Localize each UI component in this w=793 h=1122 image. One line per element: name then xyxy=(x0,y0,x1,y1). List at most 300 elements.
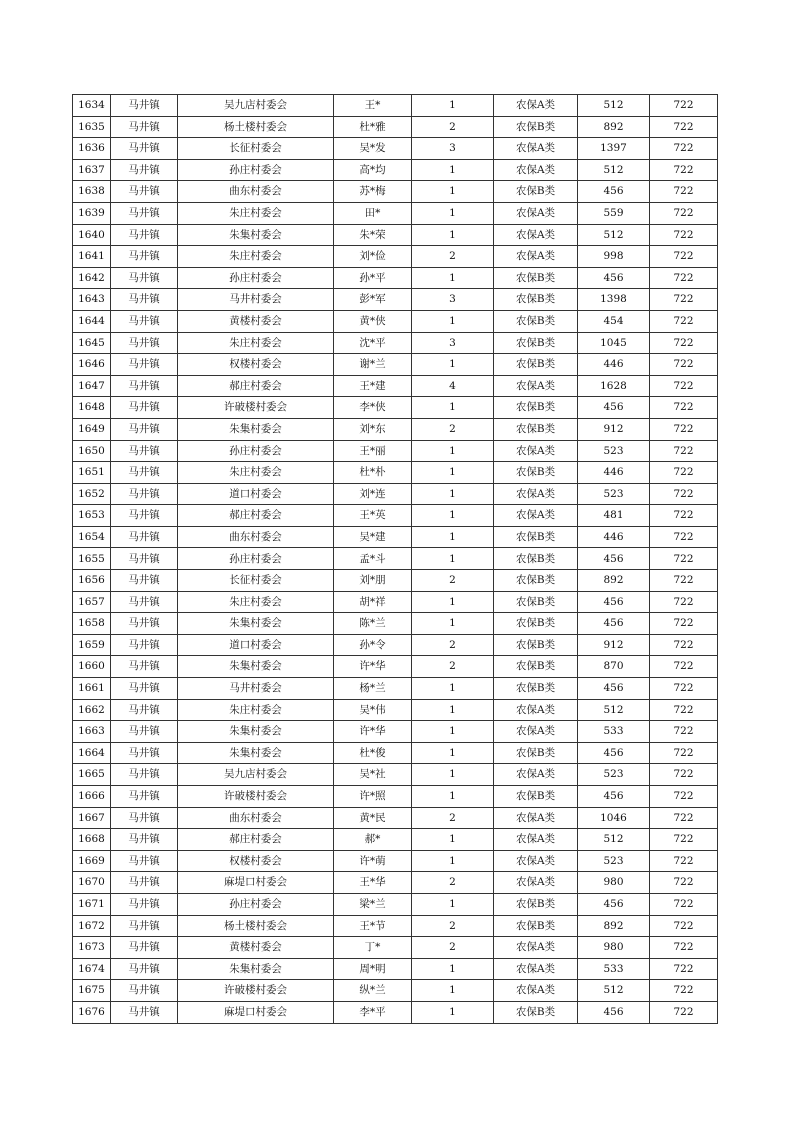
row-number-cell: 1634 xyxy=(73,95,111,117)
insurance-type-cell: 农保B类 xyxy=(494,462,578,484)
amount-cell: 456 xyxy=(578,548,650,570)
table-row xyxy=(73,937,718,959)
amount-cell: 512 xyxy=(578,980,650,1002)
town-cell: 马井镇 xyxy=(111,418,178,440)
amount-cell: 523 xyxy=(578,850,650,872)
town-cell: 马井镇 xyxy=(111,678,178,700)
amount-cell: 1046 xyxy=(578,807,650,829)
name-cell: 王*节 xyxy=(334,915,412,937)
code-cell: 722 xyxy=(650,980,718,1002)
row-number-cell: 1649 xyxy=(73,418,111,440)
amount-cell: 446 xyxy=(578,462,650,484)
row-number-cell: 1669 xyxy=(73,850,111,872)
town-cell: 马井镇 xyxy=(111,893,178,915)
table-row xyxy=(73,678,718,700)
amount-cell: 456 xyxy=(578,893,650,915)
insurance-type-cell: 农保A类 xyxy=(494,138,578,160)
code-cell: 722 xyxy=(650,656,718,678)
table-row xyxy=(73,829,718,851)
row-number-cell: 1659 xyxy=(73,634,111,656)
row-number-cell: 1650 xyxy=(73,440,111,462)
household-size-cell: 2 xyxy=(412,570,494,592)
insurance-type-cell: 农保A类 xyxy=(494,505,578,527)
household-size-cell: 2 xyxy=(412,246,494,268)
household-size-cell: 1 xyxy=(412,526,494,548)
amount-cell: 456 xyxy=(578,742,650,764)
household-size-cell: 1 xyxy=(412,159,494,181)
name-cell: 沈*平 xyxy=(334,332,412,354)
household-size-cell: 1 xyxy=(412,591,494,613)
insurance-type-cell: 农保B类 xyxy=(494,656,578,678)
amount-cell: 892 xyxy=(578,116,650,138)
village-committee-cell: 麻堤口村委会 xyxy=(178,1001,334,1023)
name-cell: 孙*平 xyxy=(334,267,412,289)
insurance-type-cell: 农保A类 xyxy=(494,246,578,268)
town-cell: 马井镇 xyxy=(111,354,178,376)
household-size-cell: 1 xyxy=(412,958,494,980)
amount-cell: 456 xyxy=(578,786,650,808)
table-row xyxy=(73,181,718,203)
insurance-type-cell: 农保B类 xyxy=(494,354,578,376)
town-cell: 马井镇 xyxy=(111,289,178,311)
row-number-cell: 1662 xyxy=(73,699,111,721)
name-cell: 刘*俭 xyxy=(334,246,412,268)
village-committee-cell: 马井村委会 xyxy=(178,289,334,311)
name-cell: 刘*东 xyxy=(334,418,412,440)
insurance-type-cell: 农保A类 xyxy=(494,958,578,980)
table-row xyxy=(73,202,718,224)
row-number-cell: 1641 xyxy=(73,246,111,268)
household-size-cell: 1 xyxy=(412,462,494,484)
code-cell: 722 xyxy=(650,397,718,419)
name-cell: 杜*雅 xyxy=(334,116,412,138)
row-number-cell: 1656 xyxy=(73,570,111,592)
town-cell: 马井镇 xyxy=(111,807,178,829)
household-size-cell: 1 xyxy=(412,202,494,224)
code-cell: 722 xyxy=(650,634,718,656)
table-row xyxy=(73,224,718,246)
row-number-cell: 1663 xyxy=(73,721,111,743)
row-number-cell: 1671 xyxy=(73,893,111,915)
name-cell: 孟*斗 xyxy=(334,548,412,570)
table-row xyxy=(73,483,718,505)
table-row xyxy=(73,246,718,268)
household-size-cell: 2 xyxy=(412,634,494,656)
code-cell: 722 xyxy=(650,289,718,311)
table-row xyxy=(73,548,718,570)
code-cell: 722 xyxy=(650,181,718,203)
name-cell: 郝* xyxy=(334,829,412,851)
town-cell: 马井镇 xyxy=(111,526,178,548)
amount-cell: 512 xyxy=(578,699,650,721)
name-cell: 丁* xyxy=(334,937,412,959)
amount-cell: 523 xyxy=(578,764,650,786)
household-size-cell: 1 xyxy=(412,721,494,743)
name-cell: 朱*荣 xyxy=(334,224,412,246)
amount-cell: 456 xyxy=(578,678,650,700)
name-cell: 李*平 xyxy=(334,1001,412,1023)
table-row xyxy=(73,634,718,656)
household-size-cell: 1 xyxy=(412,1001,494,1023)
insurance-type-cell: 农保B类 xyxy=(494,570,578,592)
town-cell: 马井镇 xyxy=(111,202,178,224)
name-cell: 许*华 xyxy=(334,721,412,743)
table-row xyxy=(73,310,718,332)
row-number-cell: 1675 xyxy=(73,980,111,1002)
town-cell: 马井镇 xyxy=(111,829,178,851)
village-committee-cell: 吴九店村委会 xyxy=(178,95,334,117)
name-cell: 梁*兰 xyxy=(334,893,412,915)
amount-cell: 533 xyxy=(578,721,650,743)
code-cell: 722 xyxy=(650,526,718,548)
insurance-type-cell: 农保B类 xyxy=(494,786,578,808)
household-size-cell: 4 xyxy=(412,375,494,397)
amount-cell: 870 xyxy=(578,656,650,678)
code-cell: 722 xyxy=(650,893,718,915)
row-number-cell: 1637 xyxy=(73,159,111,181)
household-size-cell: 1 xyxy=(412,224,494,246)
village-committee-cell: 杨土楼村委会 xyxy=(178,915,334,937)
row-number-cell: 1670 xyxy=(73,872,111,894)
row-number-cell: 1648 xyxy=(73,397,111,419)
town-cell: 马井镇 xyxy=(111,764,178,786)
village-committee-cell: 长征村委会 xyxy=(178,138,334,160)
household-size-cell: 3 xyxy=(412,138,494,160)
town-cell: 马井镇 xyxy=(111,440,178,462)
amount-cell: 912 xyxy=(578,634,650,656)
household-size-cell: 1 xyxy=(412,764,494,786)
village-committee-cell: 长征村委会 xyxy=(178,570,334,592)
name-cell: 纵*兰 xyxy=(334,980,412,1002)
town-cell: 马井镇 xyxy=(111,742,178,764)
name-cell: 孙*令 xyxy=(334,634,412,656)
table-row xyxy=(73,375,718,397)
code-cell: 722 xyxy=(650,138,718,160)
insurance-type-cell: 农保A类 xyxy=(494,699,578,721)
name-cell: 王*英 xyxy=(334,505,412,527)
household-size-cell: 3 xyxy=(412,332,494,354)
amount-cell: 892 xyxy=(578,570,650,592)
insurance-type-cell: 农保B类 xyxy=(494,332,578,354)
town-cell: 马井镇 xyxy=(111,980,178,1002)
town-cell: 马井镇 xyxy=(111,246,178,268)
table-row xyxy=(73,1001,718,1023)
name-cell: 吴*伟 xyxy=(334,699,412,721)
insurance-type-cell: 农保B类 xyxy=(494,310,578,332)
row-number-cell: 1652 xyxy=(73,483,111,505)
village-committee-cell: 权楼村委会 xyxy=(178,850,334,872)
code-cell: 722 xyxy=(650,591,718,613)
name-cell: 周*明 xyxy=(334,958,412,980)
household-size-cell: 1 xyxy=(412,742,494,764)
code-cell: 722 xyxy=(650,807,718,829)
household-size-cell: 1 xyxy=(412,613,494,635)
code-cell: 722 xyxy=(650,915,718,937)
code-cell: 722 xyxy=(650,505,718,527)
row-number-cell: 1644 xyxy=(73,310,111,332)
row-number-cell: 1645 xyxy=(73,332,111,354)
table-row xyxy=(73,462,718,484)
amount-cell: 523 xyxy=(578,440,650,462)
insurance-type-cell: 农保B类 xyxy=(494,289,578,311)
code-cell: 722 xyxy=(650,872,718,894)
town-cell: 马井镇 xyxy=(111,548,178,570)
amount-cell: 512 xyxy=(578,95,650,117)
row-number-cell: 1666 xyxy=(73,786,111,808)
amount-cell: 1628 xyxy=(578,375,650,397)
town-cell: 马井镇 xyxy=(111,505,178,527)
town-cell: 马井镇 xyxy=(111,634,178,656)
household-size-cell: 2 xyxy=(412,418,494,440)
insurance-type-cell: 农保A类 xyxy=(494,224,578,246)
town-cell: 马井镇 xyxy=(111,138,178,160)
amount-cell: 980 xyxy=(578,937,650,959)
code-cell: 722 xyxy=(650,375,718,397)
name-cell: 杜*俊 xyxy=(334,742,412,764)
household-size-cell: 1 xyxy=(412,699,494,721)
town-cell: 马井镇 xyxy=(111,224,178,246)
table-row xyxy=(73,613,718,635)
table-row xyxy=(73,418,718,440)
code-cell: 722 xyxy=(650,829,718,851)
row-number-cell: 1661 xyxy=(73,678,111,700)
name-cell: 彭*军 xyxy=(334,289,412,311)
code-cell: 722 xyxy=(650,764,718,786)
row-number-cell: 1658 xyxy=(73,613,111,635)
town-cell: 马井镇 xyxy=(111,375,178,397)
table-row xyxy=(73,742,718,764)
village-committee-cell: 朱集村委会 xyxy=(178,613,334,635)
household-size-cell: 1 xyxy=(412,181,494,203)
insurance-type-cell: 农保A类 xyxy=(494,829,578,851)
name-cell: 吴*建 xyxy=(334,526,412,548)
table-row xyxy=(73,764,718,786)
amount-cell: 512 xyxy=(578,224,650,246)
insurance-type-cell: 农保B类 xyxy=(494,181,578,203)
village-committee-cell: 曲东村委会 xyxy=(178,181,334,203)
amount-cell: 456 xyxy=(578,397,650,419)
town-cell: 马井镇 xyxy=(111,850,178,872)
code-cell: 722 xyxy=(650,246,718,268)
code-cell: 722 xyxy=(650,483,718,505)
table-row xyxy=(73,786,718,808)
village-committee-cell: 朱庄村委会 xyxy=(178,246,334,268)
town-cell: 马井镇 xyxy=(111,332,178,354)
name-cell: 许*照 xyxy=(334,786,412,808)
table-row xyxy=(73,116,718,138)
town-cell: 马井镇 xyxy=(111,613,178,635)
code-cell: 722 xyxy=(650,310,718,332)
town-cell: 马井镇 xyxy=(111,310,178,332)
insurance-type-cell: 农保A类 xyxy=(494,872,578,894)
code-cell: 722 xyxy=(650,742,718,764)
row-number-cell: 1654 xyxy=(73,526,111,548)
household-size-cell: 2 xyxy=(412,872,494,894)
household-size-cell: 1 xyxy=(412,548,494,570)
insurance-type-cell: 农保A类 xyxy=(494,850,578,872)
name-cell: 黄*民 xyxy=(334,807,412,829)
code-cell: 722 xyxy=(650,462,718,484)
code-cell: 722 xyxy=(650,721,718,743)
insurance-type-cell: 农保A类 xyxy=(494,95,578,117)
town-cell: 马井镇 xyxy=(111,591,178,613)
insurance-type-cell: 农保B类 xyxy=(494,267,578,289)
table-row xyxy=(73,958,718,980)
village-committee-cell: 麻堤口村委会 xyxy=(178,872,334,894)
amount-cell: 446 xyxy=(578,526,650,548)
insurance-type-cell: 农保A类 xyxy=(494,721,578,743)
amount-cell: 912 xyxy=(578,418,650,440)
table-row xyxy=(73,397,718,419)
town-cell: 马井镇 xyxy=(111,159,178,181)
name-cell: 黄*侠 xyxy=(334,310,412,332)
code-cell: 722 xyxy=(650,958,718,980)
amount-cell: 456 xyxy=(578,267,650,289)
table-row xyxy=(73,440,718,462)
town-cell: 马井镇 xyxy=(111,872,178,894)
name-cell: 田* xyxy=(334,202,412,224)
insurance-type-cell: 农保B类 xyxy=(494,418,578,440)
town-cell: 马井镇 xyxy=(111,397,178,419)
code-cell: 722 xyxy=(650,418,718,440)
insurance-type-cell: 农保B类 xyxy=(494,742,578,764)
table-row xyxy=(73,267,718,289)
village-committee-cell: 道口村委会 xyxy=(178,634,334,656)
insurance-type-cell: 农保B类 xyxy=(494,915,578,937)
household-size-cell: 2 xyxy=(412,807,494,829)
village-committee-cell: 孙庄村委会 xyxy=(178,548,334,570)
insurance-type-cell: 农保B类 xyxy=(494,1001,578,1023)
village-committee-cell: 朱庄村委会 xyxy=(178,591,334,613)
insurance-type-cell: 农保B类 xyxy=(494,678,578,700)
village-committee-cell: 黄楼村委会 xyxy=(178,937,334,959)
village-committee-cell: 道口村委会 xyxy=(178,483,334,505)
village-committee-cell: 朱集村委会 xyxy=(178,742,334,764)
village-committee-cell: 权楼村委会 xyxy=(178,354,334,376)
amount-cell: 559 xyxy=(578,202,650,224)
village-committee-cell: 孙庄村委会 xyxy=(178,159,334,181)
row-number-cell: 1674 xyxy=(73,958,111,980)
town-cell: 马井镇 xyxy=(111,915,178,937)
row-number-cell: 1635 xyxy=(73,116,111,138)
insurance-type-cell: 农保A类 xyxy=(494,937,578,959)
household-size-cell: 1 xyxy=(412,786,494,808)
code-cell: 722 xyxy=(650,354,718,376)
table-row xyxy=(73,505,718,527)
amount-cell: 446 xyxy=(578,354,650,376)
name-cell: 胡*祥 xyxy=(334,591,412,613)
code-cell: 722 xyxy=(650,548,718,570)
village-committee-cell: 杨土楼村委会 xyxy=(178,116,334,138)
code-cell: 722 xyxy=(650,1001,718,1023)
village-committee-cell: 朱集村委会 xyxy=(178,418,334,440)
table-row xyxy=(73,850,718,872)
village-committee-cell: 郝庄村委会 xyxy=(178,505,334,527)
name-cell: 杨*兰 xyxy=(334,678,412,700)
code-cell: 722 xyxy=(650,699,718,721)
amount-cell: 533 xyxy=(578,958,650,980)
name-cell: 李*侠 xyxy=(334,397,412,419)
row-number-cell: 1655 xyxy=(73,548,111,570)
household-size-cell: 2 xyxy=(412,937,494,959)
household-size-cell: 3 xyxy=(412,289,494,311)
insurance-type-cell: 农保B类 xyxy=(494,634,578,656)
insurance-type-cell: 农保A类 xyxy=(494,159,578,181)
amount-cell: 512 xyxy=(578,829,650,851)
insurance-type-cell: 农保A类 xyxy=(494,202,578,224)
code-cell: 722 xyxy=(650,440,718,462)
household-size-cell: 1 xyxy=(412,850,494,872)
amount-cell: 1045 xyxy=(578,332,650,354)
insurance-type-cell: 农保A类 xyxy=(494,764,578,786)
table-row xyxy=(73,656,718,678)
table-body xyxy=(73,95,718,1024)
row-number-cell: 1636 xyxy=(73,138,111,160)
table-row xyxy=(73,872,718,894)
row-number-cell: 1676 xyxy=(73,1001,111,1023)
name-cell: 王* xyxy=(334,95,412,117)
row-number-cell: 1667 xyxy=(73,807,111,829)
town-cell: 马井镇 xyxy=(111,1001,178,1023)
insurance-type-cell: 农保A类 xyxy=(494,980,578,1002)
code-cell: 722 xyxy=(650,332,718,354)
name-cell: 谢*兰 xyxy=(334,354,412,376)
row-number-cell: 1653 xyxy=(73,505,111,527)
table-row xyxy=(73,980,718,1002)
row-number-cell: 1638 xyxy=(73,181,111,203)
code-cell: 722 xyxy=(650,224,718,246)
amount-cell: 512 xyxy=(578,159,650,181)
row-number-cell: 1665 xyxy=(73,764,111,786)
amount-cell: 456 xyxy=(578,181,650,203)
village-committee-cell: 吴九店村委会 xyxy=(178,764,334,786)
household-size-cell: 2 xyxy=(412,915,494,937)
household-size-cell: 1 xyxy=(412,505,494,527)
town-cell: 马井镇 xyxy=(111,937,178,959)
town-cell: 马井镇 xyxy=(111,570,178,592)
table-row xyxy=(73,354,718,376)
amount-cell: 998 xyxy=(578,246,650,268)
row-number-cell: 1660 xyxy=(73,656,111,678)
town-cell: 马井镇 xyxy=(111,958,178,980)
table-row xyxy=(73,570,718,592)
name-cell: 杜*朴 xyxy=(334,462,412,484)
row-number-cell: 1647 xyxy=(73,375,111,397)
insurance-type-cell: 农保A类 xyxy=(494,483,578,505)
village-committee-cell: 郝庄村委会 xyxy=(178,375,334,397)
table-row xyxy=(73,526,718,548)
village-committee-cell: 许破楼村委会 xyxy=(178,397,334,419)
name-cell: 吴*社 xyxy=(334,764,412,786)
table-row xyxy=(73,159,718,181)
village-committee-cell: 朱庄村委会 xyxy=(178,699,334,721)
household-size-cell: 1 xyxy=(412,678,494,700)
code-cell: 722 xyxy=(650,159,718,181)
village-committee-cell: 朱庄村委会 xyxy=(178,462,334,484)
household-size-cell: 1 xyxy=(412,397,494,419)
table-row xyxy=(73,721,718,743)
name-cell: 高*均 xyxy=(334,159,412,181)
village-committee-cell: 许破楼村委会 xyxy=(178,980,334,1002)
village-committee-cell: 朱集村委会 xyxy=(178,656,334,678)
household-size-cell: 1 xyxy=(412,440,494,462)
amount-cell: 456 xyxy=(578,591,650,613)
table-row xyxy=(73,591,718,613)
table-row xyxy=(73,807,718,829)
town-cell: 马井镇 xyxy=(111,181,178,203)
table-row xyxy=(73,289,718,311)
row-number-cell: 1672 xyxy=(73,915,111,937)
